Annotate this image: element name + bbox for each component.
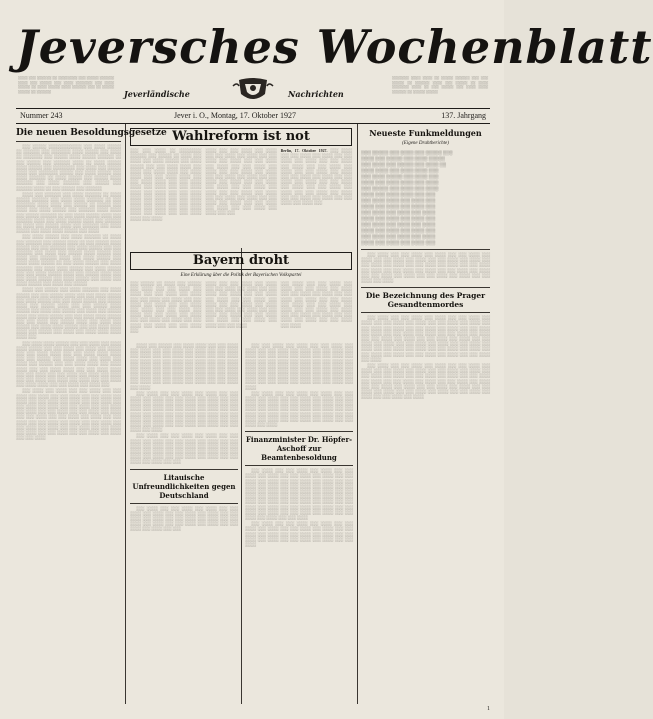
- list-item: ░░░ ░░░░ ░░░ ░░░░ ░░░ ░░░░: [361, 234, 436, 239]
- dateline-bar: [16, 108, 490, 124]
- list-item: ░░░░ ░░░ ░░░░ ░░░ ░░░░ ░░░: [361, 228, 436, 233]
- center-right-column: ░░░ ░░░ ░░░░ ░░░ ░░░░ ░░░ ░░░ ░░░░ ░░░ ░░░░ ░░░ ░░░ ░░░░ ░░░ ░░░░ ░░░ ░░░ ░░░░ ░░░ ░░░░ ░░░ ░░░ ░░░░ ░░░ ░░░░ ░░░ ░░░ ░░░░ ░░░ ░░░░ ░░░ ░░░ ░░░░ ░░░ ░░░░ ░░░ ░░░ ░░░░ ░░░ ░░░░ ░░░ ░░░ ░░░░ ░░░ ░░░░ ░░░ ░░░ ░░░░ ░░░ ░░░░ ░░░ ░░░ ░░░░ ░░░ ░░░░ ░░░ ░░░ ░░░░ ░░░ ░░░░ ░░░ ░░░ ░░░░ ░░░ ░░░░ ░░░ ░░░ ░░░░ ░░░ ░░░░ ░░░ ░░░ ░░░░ ░░░ ░░░░ ░░░ ░░░ ░░░░ ░░░ ░░░░ ░░░ ░░░░ ░░░ ░░░ ░░░░ ░░░ ░░░░ ░░░ ░░░ ░░░░ ░░░ ░░░░ ░░░ ░░░ ░░░░ ░░░ ░░░░ ░░░ ░░░ ░░░░ ░░░ ░░░░ ░░░ ░░░ ░░░░ ░░░ ░░░░ ░░░ ░░░ ░░░░ ░░░ ░░░░ ░░░ ░░░ ░░░░ ░░░ ░░░░ ░░░ ░░░ ░░░░ ░░░ ░░░░ ░░░ ░░░ ░░░░ ░░░ ░░░░ ░░░ ░░░ ░░░░ ░░░ ░░░░ ░░░ ░░░ ░░░░ ░░░ ░░░░ ░░░ ░░░ ░░░░ ░░░ ░░░░ Finanzminister Dr. Höpfer-Aschoff zur Beamtenbesoldung ░░░ ░░░░ ░░░ ░░░ ░░░░ ░░░ ░░░░ ░░░ ░░░ ░░░░ ░░░ ░░░░ ░░░ ░░░ ░░░░ ░░░ ░░░░ ░░░ ░░░ ░░░░ ░░░ ░░░░ ░░░ ░░░ ░░░░ ░░░ ░░░░ ░░░ ░░░ ░░░░ ░░░ ░░░░ ░░░ ░░░ ░░░░ ░░░ ░░░░ ░░░ ░░░ ░░░░ ░░░ ░░░░ ░░░ ░░░ ░░░░ ░░░ ░░░░ ░░░ ░░░ ░░░░ ░░░ ░░░░ ░░░ ░░░ ░░░░ ░░░ ░░░░ ░░░ ░░░ ░░░░ ░░░ ░░░░ ░░░ ░░░ ░░░░ ░░░ ░░░░ ░░░ ░░░ ░░░░ ░░░ ░░░░ ░░░ ░░░ ░░░░ ░░░ ░░░░ ░░░ ░░░ ░░░░ ░░░ ░░░░ ░░░ ░░░ ░░░░ ░░░ ░░░░ ░░░ ░░░ ░░░░ ░░░ ░░░░ ░░░ ░░░ ░░░░ ░░░ ░░░░ ░░░ ░░░ ░░░░ ░░░ ░░░░ ░░░ ░░░ ░░░░ ░░░ ░░░░ ░░░ ░░░ ░░░░ ░░░ ░░░░ ░░░ ░░░ ░░░░ ░░░ ░░░░ ░░░ ░░░ ░░░░ ░░░ ░░░░ ░░░ ░░░ ░░░░ ░░░ ░░░░ ░░░ ░░░ ░░░░ ░░░ ░░░░ ░░░ ░░░ ░░░░: [245, 344, 353, 548]
- masthead-left-notice: ░░░░ ░░░ ░░░░░░ ░░ ░░░░░░░░ ░░░ ░░░░░ ░░░░░░ ░░░░ ░░░ ░░░░░ ░░░ ░░░░ ░░░░░░░ ░░░ ░░░░ ░░░░░ ░░ ░░░░ ░░░░░ ░░░░ ░░░░░░ ░░░ ░░ ░░░░░ ░░░░░ ░░ ░░░░░░: [18, 76, 114, 94]
- list-item: ░░░░ ░░░ ░░░░░ ░░░ ░░░░ ░░░░░: [361, 156, 445, 161]
- list-item: ░░░ ░░░░░ ░░░ ░░░░ ░░░ ░░░░░ ░░░: [361, 150, 453, 155]
- list-item: ░░░░ ░░░ ░░░░ ░░░░ ░░░ ░░░░: [361, 180, 439, 185]
- main-article: Wahlreform ist not ░░░ ░░░ ░░░░ ░░ ░░░░░░░░ ░░░░░░ ░░░ ░░░░░ ░░ ░░░░ ░░░ ░░░░ ░░░ ░░░░ ░░░░░ ░░░ ░░░░ ░░░░░ ░░░ ░░░ ░░░░ ░░░░ ░░░ ░░░░ ░░░ ░░░░ ░░░░ ░░░ ░░░░ ░░░░ ░░░ ░░░ ░░░░ ░░░░ ░░░ ░░░ ░░░░ ░░░░ ░░░ ░░░ ░░░░ ░░░░ ░░░ ░░░░ ░░░ ░░░ ░░░░ ░░░░ ░░░ ░░░░ ░░░ ░░░ ░░░░ ░░░░ ░░░ ░░░░ ░░░ ░░░ ░░░░ ░░░░ ░░░ ░░░░ ░░░ ░░░ ░░░░ ░░░░ ░░░ ░░░░ ░░░ ░░░ ░░░░ ░░░░ ░░░ ░░░░ ░░░ ░░░ ░░░░ ░░░░ ░░░ ░░░░ ░░░░ ░░░ ░░░ ░░░░ ░░░ ░░░░ ░░░ ░░░ ░░░░ ░░░ ░░░░ ░░░ ░░░ ░░░░ ░░░ ░░░░ ░░░ ░░░ ░░░░ ░░░ ░░░░ ░░░ ░░░ ░░░░ ░░░ ░░░░ ░░░ ░░░ ░░░░ ░░░ ░░░░ ░░░ ░░░ ░░░░ ░░░ ░░░░ ░░░ ░░░ ░░░░ ░░░ ░░░░ ░░░ ░░░ ░░░░ ░░░ ░░░░ ░░░ ░░░ ░░░░ ░░░ ░░░░ ░░░ ░░░ ░░░░ ░░░ ░░░░ ░░░ ░░░ ░░░░ ░░░ ░░░░ ░░░ ░░░ ░░░░ ░░░ ░░░░ ░░░ ░░░ ░░░░ ░░░ ░░░░ ░░░ ░░░ ░░░░ ░░░ ░░░░ ░░░ ░░░ Berlin, 17. Oktober 1927. ░░░ ░░░░ ░░░ ░░░ ░░░░ ░░░ ░░░░ ░░░ ░░░ ░░░░ ░░░ ░░░░ ░░░ ░░░ ░░░░ ░░░ ░░░░ ░░░ ░░░ ░░░░ ░░░ ░░░░ ░░░ ░░░ ░░░░ ░░░ ░░░░ ░░░ ░░░ ░░░░ ░░░ ░░░░ ░░░ ░░░ ░░░░ ░░░ ░░░░ ░░░ ░░░ ░░░░ ░░░ ░░░░ ░░░ ░░░ ░░░░ ░░░ ░░░░ ░░░ ░░░ ░░░░ ░░░ ░░░░ ░░░ ░░░ ░░░░ ░░░ ░░░░ ░░░ ░░░ ░░░░ ░░░ ░░░░ ░░░: [130, 129, 352, 221]
- masthead-left-subtitle: Jeverländische: [124, 89, 190, 99]
- headline-besoldung: Die neuen Besoldungsgesetze: [16, 128, 167, 138]
- right-column: Neueste Funkmeldungen (Eigene Drahtberichte) ░░░ ░░░░░ ░░░ ░░░░ ░░░ ░░░░░ ░░░ ░░░░ ░░░ ░░░░░ ░░░ ░░░░ ░░░░░ ░░░ ░░░░ ░░░ ░░░░░ ░░░ ░░░░ ░░ ░░░░ ░░░░ ░░░ ░░░░ ░░░░ ░░░ ░░░ ░░░░ ░░░░░ ░░░ ░░░░ ░░░ ░░░░ ░░░ ░░░░ ░░░░ ░░░ ░░░░ ░░░ ░░░░░ ░░░ ░░░░ ░░░ ░░░░ ░░░░ ░░░ ░░░░ ░░░░ ░░░ ░░░ ░░░ ░░░░ ░░░░ ░░░ ░░░░ ░░░ ░░░░ ░░░ ░░░░ ░░░ ░░░░ ░░░ ░░░ ░░░░ ░░░ ░░░░ ░░░ ░░░░ ░░░░ ░░░ ░░░░ ░░░ ░░░░ ░░░ ░░░ ░░░░ ░░░ ░░░░ ░░░ ░░░░ ░░░░ ░░░ ░░░░ ░░░ ░░░░ ░░░ ░░░ ░░░░ ░░░ ░░░░ ░░░ ░░░░ ░░░░ ░░░ ░░░░ ░░░ ░░░░ ░░░ ░░░ ░░░░ ░░░ ░░░ ░░░░ ░░░ ░░░░ ░░░ ░░░ ░░░░ ░░░ ░░░░ ░░░ ░░░ ░░░░ ░░░ ░░░░ ░░░ ░░░ ░░░░ ░░░ ░░░░ ░░░ ░░░ ░░░░ ░░░ ░░░░ ░░░ ░░░ ░░░░ ░░░ ░░░░ ░░░ ░░░ ░░░░ ░░░ ░░░░ ░░░ ░░░ ░░░░ ░░░ ░░░░ ░░░ ░░░ ░░░░ ░░░ ░░░░ ░░░ ░░░ ░░░░ ░░░ ░░░░ ░░░ ░░░ ░░░░ ░░░ ░░░░ ░░░ ░░░ ░░░░ ░░░ ░░░░ Die Bezeichnung des Prager Gesandtenmordes ░░░ ░░░░ ░░░ ░░░ ░░░░ ░░░ ░░░░ ░░░ ░░░ ░░░░ ░░░ ░░░░ ░░░ ░░░ ░░░░ ░░░ ░░░░ ░░░ ░░░ ░░░░ ░░░ ░░░░ ░░░ ░░░ ░░░░ ░░░ ░░░░ ░░░ ░░░ ░░░░ ░░░ ░░░░ ░░░ ░░░ ░░░░ ░░░ ░░░░ ░░░ ░░░ ░░░░ ░░░ ░░░░ ░░░ ░░░ ░░░░ ░░░ ░░░░ ░░░ ░░░ ░░░░ ░░░ ░░░░ ░░░ ░░░ ░░░░ ░░░ ░░░░ ░░░ ░░░ ░░░░ ░░░ ░░░░ ░░░ ░░░ ░░░░ ░░░ ░░░░ ░░░ ░░░ ░░░░ ░░░ ░░░░ ░░░ ░░░ ░░░░ ░░░ ░░░░ ░░░ ░░░ ░░░░ ░░░ ░░░░ ░░░ ░░░ ░░░░ ░░░ ░░░░ ░░░ ░░░ ░░░░ ░░░ ░░░░ ░░░ ░░░ ░░░░ ░░░ ░░░░ ░░░ ░░░░ ░░░ ░░░ ░░░░ ░░░ ░░░░ ░░░ ░░░ ░░░░ ░░░ ░░░░ ░░░ ░░░ ░░░░ ░░░ ░░░░ ░░░ ░░░ ░░░░ ░░░ ░░░░ ░░░ ░░░ ░░░░ ░░░ ░░░░ ░░░ ░░░ ░░░░ ░░░ ░░░░ ░░░ ░░░ ░░░░ ░░░ ░░░░ ░░░ ░░░ ░░░░ ░░░ ░░░░ ░░░ ░░░ ░░░░ ░░░ ░░░░ ░░░ ░░░ ░░░░ ░░░ ░░░░ ░░░ ░░░ ░░░░ ░░░ ░░░░ ░░░ ░░░ ░░░░ ░░░ ░░░░ ░░░ ░░░ ░░░░ ░░░ ░░░░ ░░░ ░░░ ░░░░ ░░░ ░░░░ ░░░ ░░░ ░░░░ ░░░ ░░░░: [361, 128, 490, 400]
- issue-place-date: Jever i. O., Montag, 17. Oktober 1927: [174, 111, 296, 120]
- main-article-dateline: Berlin, 17. Oktober 1927.: [280, 149, 328, 153]
- headline-bayern-droht: Bayern droht: [130, 252, 352, 270]
- list-item: ░░░░ ░░░ ░░░░ ░░░░ ░░░ ░░░: [361, 192, 436, 197]
- headline-litauen: Litauische Unfreundlichkeiten gegen Deutschland: [132, 472, 236, 500]
- coat-of-arms-icon: [231, 76, 275, 106]
- headline-wahlreform: Wahlreform ist not: [130, 128, 352, 146]
- masthead: [16, 12, 653, 106]
- list-item: ░░░░ ░░░ ░░░░ ░░░ ░░░░ ░░░: [361, 216, 436, 221]
- newspaper-title: Jeversches Wochenblatt: [16, 20, 653, 74]
- list-item: ░░░ ░░░░ ░░░ ░░░░ ░░░ ░░░░: [361, 210, 436, 215]
- news-briefs-list: [361, 150, 490, 246]
- column-rule: [125, 124, 126, 704]
- headline-funkmeldungen: Neueste Funkmeldungen: [369, 128, 482, 138]
- column-rule: [357, 124, 358, 704]
- issue-year: 137. Jahrgang: [441, 111, 486, 120]
- list-item: ░░░ ░░░░░ ░░░ ░░░░ ░░░ ░░░░: [361, 186, 439, 191]
- left-column: Die neuen Besoldungsgesetze ░░░ ░░░░░ ░░░░░░░░░░░░ ░░░ ░░░░ ░░░░░ ░░ ░░░░░░ ░░░ ░░░░░░░ ░░░░ ░░░░░ ░░░ ░░░░ ░░ ░░░░░░░ ░░░ ░░░░░ ░░░░ ░░░░░ ░░░░░░ ░░ ░░░ ░░░░░ ░░░ ░░░░░░ ░░░░ ░░ ░░░░ ░░░░░ ░░░░ ░░░░░ ░░░ ░░░░░░░░ ░░░ ░░░░ ░░░ ░░░░░ ░░░░ ░░░ ░░░░░░░ ░░░░░ ░░░ ░░░░ ░░░░░ ░░░ ░░░░ ░░░░░░ ░░ ░░░░ ░░░░░ ░░░ ░░░░░ ░░░░ ░░░░░░ ░░░ ░░░░ ░░░░░░ ░░░ ░░░░░ ░░░ ░░░░░░ ░░░░ ░░ ░░░ ░░░░░ ░░░ ░░░░░░ ░░░░ ░░░ ░░░░░░ ░░░ ░░░░ ░░░░░░ ░░ ░░░░ ░░░░░ ░░░░░░ ░░░ ░░░░ ░░░░ ░░░░░░ ░░ ░░░ ░░░░░░░ ░░░░ ░░░░ ░░░ ░░░░░ ░░ ░░░░░ ░░░ ░░░░ ░░░ ░░░░ ░░░░░ ░░░ ░░░░░░ ░░░░ ░░░░ ░░░ ░░░░░ ░░░░░░ ░░ ░░░ ░░░░ ░░░░░ ░░░░ ░░░ ░░░░░░ ░░░░ ░░░ ░░░░ ░░░░░ ░░░░ ░░░ ░░░░░░ ░░ ░░░░ ░░░ ░░░░░ ░░░░ ░░░ ░░░░░░ ░░░ ░░░░ ░░░░░ ░░░ ░░░░ ░░░░ ░░░░░ ░░░ ░░░░ ░░░ ░░░░ ░░░░░ ░░░ ░░░░ ░░░░░░ ░░ ░░░░ ░░░ ░░░░░░ ░░░ ░░░░░ ░░░░ ░░ ░░░ ░░░░░ ░░░░ ░░░░░ ░░░ ░░░ ░░░░░░ ░░░ ░░░░ ░░░░░ ░░░ ░░░ ░░░░░░ ░░░ ░░░░ ░░░ ░░░░░ ░░░░ ░░░░░ ░░░ ░░░░ ░░░ ░░░░░░ ░░░░ ░░░ ░░░░ ░░░░░ ░░░ ░░░░ ░░░░ ░░░░░ ░░ ░░░ ░░░░ ░░░░░ ░░░ ░░░░ ░░░░░░ ░░░ ░░░░ ░░░░ ░░░░░ ░░░ ░░░░ ░░░░░ ░░░ ░░░ ░░░░ ░░░░░ ░░░░ ░░░ ░░░░░ ░░░░ ░░░ ░░░ ░░░░ ░░░░░ ░░░ ░░░░ ░░░░░ ░░░ ░░░░ ░░░ ░░░░ ░░░░░ ░░░ ░░░░ ░░░ ░░░░░ ░░░░ ░░░ ░░░░░ ░░░ ░░░░ ░░░░░░ ░░░ ░░░░ ░░░░░ ░░░ ░░░ ░░░░░ ░░░░ ░░░ ░░░ ░░░░ ░░░░░ ░░░ ░░░░ ░░░░░ ░░░ ░░░ ░░░░ ░░░░░ ░░░ ░░░░░ ░░░░ ░░░ ░░░░░ ░░░░ ░░░ ░░░ ░░░░░ ░░░░ ░░░░░ ░░░ ░░░░ ░░░ ░░░░░ ░░░ ░░░░ ░░░ ░░░░░ ░░░░ ░░░ ░░░░ ░░░░░ ░░░ ░░░ ░░░░ ░░░░ ░░░░░ ░░░ ░░░ ░░░░ ░░░ ░░░░░ ░░░░ ░░░ ░░░░ ░░░ ░░░░░ ░░░ ░░░░ ░░░░ ░░░░░ ░░░ ░░░ ░░░░ ░░░░ ░░░░ ░░░ ░░░░░ ░░░ ░░░░ ░░░ ░░░░ ░░░░ ░░░░ ░░░░ ░░░ ░░░ ░░░░ ░░░░ ░░░░░ ░░░ ░░░ ░░░░ ░░░ ░░░░ ░░░░ ░░░░░ ░░░ ░░░ ░░░░ ░░░ ░░░░ ░░░ ░░░░░ ░░░ ░░░ ░░░░ ░░░░ ░░░ ░░░ ░░░░ ░░░░ ░░░░ ░░░ ░░░ ░░░░░ ░░░ ░░░░ ░░░░ ░░░ ░░░░ ░░░ ░░░░ ░░░ ░░░░░ ░░░ ░░░ ░░░░ ░░░░ ░░░ ░░░░ ░░░░ ░░░ ░░░ ░░░░ ░░░░ ░░░ ░░░ ░░░░ ░░░░ ░░░ ░░░ ░░░░ ░░░ ░░░ ░░░░ ░░░ ░░░░ ░░░ ░░░░ ░░░ ░░░ ░░░░ ░░░ ░░░░ ░░░ ░░░░ ░░░ ░░░ ░░░░ ░░░ ░░░░ ░░░░ ░░░ ░░░ ░░░░ ░░░ ░░░░ ░░░ ░░░ ░░░░ ░░░ ░░░░ ░░░ ░░░ ░░░░ ░░░ ░░░ ░░░░ ░░░ ░░░░ ░░░ ░░░ ░░░░ ░░░ ░░░ ░░░░ ░░░ ░░░░ ░░░ ░░░ ░░░░ ░░░ ░░░░ ░░░ ░░░ ░░░░ ░░░ ░░░ ░░░░ ░░░ ░░░░ ░░░ ░░░ ░░░░ ░░░ ░░░ ░░░░ ░░░ ░░░░ ░░░ ░░░ ░░░░ ░░░ ░░░ ░░░░ ░░░ ░░░░ ░░░ ░░░ ░░░░ ░░░ ░░░ ░░░░ ░░░ ░░░░ ░░░ ░░░ ░░░░ ░░░ ░░░ ░░░░ ░░░ ░░░░ ░░░ ░░░ ░░░░ ░░░ ░░░ ░░░░ ░░░ ░░░░ ░░░ ░░░ ░░░░ ░░░ ░░░ ░░░░ ░░░ ░░░░ ░░░ ░░░ ░░░░ ░░░ ░░░ ░░░░ ░░░ ░░░░ ░░░ ░░░ ░░░░: [16, 128, 167, 441]
- list-item: ░░░ ░░░░ ░░░ ░░░░░ ░░░ ░░░░ ░░: [361, 162, 447, 167]
- list-item: ░░░░ ░░░░ ░░░ ░░░░ ░░░░ ░░░: [361, 168, 439, 173]
- list-item: ░░░░ ░░░ ░░░░ ░░░ ░░░░ ░░░: [361, 240, 436, 245]
- list-item: ░░░ ░░░░ ░░░░░ ░░░ ░░░░ ░░░: [361, 174, 439, 179]
- issue-number: Nummer 243: [20, 111, 63, 120]
- list-item: ░░░ ░░░░ ░░░░ ░░░ ░░░░ ░░░: [361, 198, 436, 203]
- masthead-right-subtitle: Nachrichten: [288, 89, 344, 99]
- headline-prager-gesandtenmord: Die Bezeichnung des Prager Gesandtenmordes: [365, 291, 486, 310]
- headline-finanzminister: Finanzminister Dr. Höpfer-Aschoff zur Beamtenbesoldung: [245, 435, 353, 463]
- page-number: 1: [487, 706, 490, 712]
- list-item: ░░░ ░░░░ ░░░ ░░░░ ░░░ ░░░░: [361, 222, 436, 227]
- subheadline-bayern: Eine Erklärung über die Politik der Bayerischen Volkspartei: [180, 273, 302, 278]
- list-item: ░░░░ ░░░ ░░░░ ░░░ ░░░░ ░░░: [361, 204, 436, 209]
- masthead-right-notice: ░░░░░░░ ░░░░ ░░░░ ░░ ░░░░░ ░░░░░░ ░░░ ░░░ ░░░░░ ░░ ░░░░░░ ░░░░ ░░░ ░░░░░ ░░ ░░░░ ░░░░░░░ ░░░░ ░░ ░░░ ░░░░░ ░░░ ░░░░ ░░░░ ░░░░░░ ░░ ░░░░░ ░░░░░: [392, 76, 488, 94]
- article-text: ░░░ ░░░░░ ░░░░░░░░░░░░ ░░░ ░░░░ ░░░░░ ░░ ░░░░░░ ░░░ ░░░░░░░ ░░░░ ░░░░░ ░░░ ░░░░ ░░ ░░░░░░░ ░░░ ░░░░░ ░░░░ ░░░░░ ░░░░░░ ░░ ░░░ ░░░░░ ░░░ ░░░░░░ ░░░░ ░░ ░░░░ ░░░░░ ░░░░ ░░░░░ ░░░ ░░░░░░░░ ░░░ ░░░░ ░░░ ░░░░░ ░░░░ ░░░ ░░░░░░░ ░░░░░ ░░░ ░░░░ ░░░░░ ░░░ ░░░░ ░░░░░░ ░░ ░░░░ ░░░░░ ░░░ ░░░░░ ░░░░ ░░░░░░ ░░░ ░░░░ ░░░░░░ ░░░ ░░░░░ ░░░ ░░░░░░ ░░░░ ░░ ░░░ ░░░░░ ░░░ ░░░░░░: [16, 145, 121, 191]
- center-left-column: ░░░░ ░░░ ░░░░░ ░░░ ░░░░ ░░░░ ░░░ ░░░ ░░░░ ░░░ ░░░░ ░░░ ░░░ ░░░░ ░░░ ░░░░ ░░░ ░░░ ░░░░ ░░░ ░░░░ ░░░ ░░░ ░░░░ ░░░ ░░░░ ░░░ ░░░ ░░░░ ░░░ ░░░░ ░░░ ░░░ ░░░░ ░░░ ░░░░ ░░░ ░░░ ░░░░ ░░░ ░░░░ ░░░ ░░░ ░░░░ ░░░ ░░░░ ░░░ ░░░ ░░░░ ░░░ ░░░░ ░░░ ░░░ ░░░░ ░░░ ░░░░ ░░░ ░░░ ░░░░ ░░░ ░░░░ ░░░ ░░░ ░░░░ ░░░ ░░░░ ░░░ ░░░ ░░░░ ░░░ ░░░░ ░░░ ░░░ ░░░░ ░░░ ░░░░ ░░░ ░░░ ░░░░ ░░░ ░░░░ ░░░ ░░░░ ░░░ ░░░ ░░░░ ░░░ ░░░░ ░░░ ░░░ ░░░░ ░░░ ░░░░ ░░░ ░░░ ░░░░ ░░░ ░░░░ ░░░ ░░░ ░░░░ ░░░ ░░░░ ░░░ ░░░ ░░░░ ░░░ ░░░░ ░░░ ░░░ ░░░░ ░░░ ░░░░ ░░░ ░░░ ░░░░ ░░░ ░░░░ ░░░ ░░░ ░░░░ ░░░ ░░░░ ░░░ ░░░ ░░░░ ░░░ ░░░░ ░░░ ░░░ ░░░░ ░░░ ░░░░ ░░░ ░░░ ░░░░ ░░░ ░░░░ ░░░ ░░░ ░░░░ ░░░ ░░░░ ░░░ ░░░ ░░░░ ░░░ ░░░░ ░░░ ░░░ ░░░░ ░░░ ░░░░ ░░░ ░░░░ ░░░ ░░░ ░░░░ ░░░ ░░░░ ░░░ ░░░ ░░░░ ░░░ ░░░░ ░░░ ░░░ ░░░░ ░░░ ░░░░ ░░░ ░░░ ░░░░ ░░░ ░░░░ ░░░ ░░░ ░░░░ ░░░ ░░░░ ░░░ ░░░ ░░░░ ░░░ ░░░░ ░░░ ░░░ ░░░░ ░░░ ░░░░ ░░░ ░░░ ░░░░ ░░░ ░░░░ ░░░ ░░░ ░░░░ ░░░ ░░░░ ░░░ ░░░ ░░░░ ░░░ ░░░░ ░░░ ░░░ Litauische Unfreundlichkeiten gegen Deutschland ░░░ ░░░░ ░░░ ░░░ ░░░░ ░░░ ░░░░ ░░░ ░░░ ░░░░ ░░░ ░░░░ ░░░ ░░░ ░░░░ ░░░ ░░░░ ░░░ ░░░ ░░░░ ░░░ ░░░░ ░░░ ░░░ ░░░░ ░░░ ░░░░ ░░░ ░░░ ░░░░ ░░░ ░░░░ ░░░ ░░░ ░░░░ ░░░ ░░░░ ░░░ ░░░ ░░░░ ░░░ ░░░░ ░░░ ░░░: [130, 344, 238, 532]
- bavaria-article: Bayern droht Eine Erklärung über die Politik der Bayerischen Volkspartei ░░░ ░░░░░ ░░ ░░░░ ░░░ ░░░░░ ░░░ ░░░░ ░░░ ░░░ ░░░░ ░░░ ░░░░ ░░░ ░░░ ░░░░ ░░░ ░░░░ ░░░ ░░░ ░░░░ ░░░ ░░░░ ░░░ ░░░ ░░░░ ░░░ ░░░░ ░░░ ░░░ ░░░░ ░░░ ░░░░ ░░░ ░░░ ░░░░ ░░░ ░░░░ ░░░ ░░░ ░░░░ ░░░ ░░░░ ░░░ ░░░ ░░░░ ░░░ ░░░░ ░░░ ░░░ ░░░░ ░░░ ░░░░ ░░░ ░░░ ░░░░ ░░░ ░░░░ ░░░ ░░░ ░░░░ ░░░ ░░░░ ░░░ ░░░ ░░░░ ░░░ ░░░░ ░░░ ░░░ ░░░░ ░░░ ░░░░ ░░░ ░░░ ░░░░ ░░░ ░░░░ ░░░ ░░░ ░░░░ ░░░ ░░░░ ░░░ ░░░ ░░░░ ░░░ ░░░░ ░░░ ░░░ ░░░░ ░░░ ░░░░ ░░░ ░░░ ░░░░ ░░░ ░░░░ ░░░ ░░░ ░░░░ ░░░ ░░░░ ░░░ ░░░ ░░░░ ░░░ ░░░░ ░░░ ░░░ ░░░░ ░░░ ░░░░ ░░░ ░░░ ░░░░ ░░░ ░░░░ ░░░ ░░░ ░░░░ ░░░ ░░░░ ░░░ ░░░ ░░░░ ░░░ ░░░░ ░░░ ░░░ ░░░░ ░░░ ░░░░ ░░░ ░░░ ░░░░ ░░░ ░░░░ ░░░ ░░░ ░░░░ ░░░ ░░░░ ░░░ ░░░ ░░░░ ░░░ ░░░░ ░░░ ░░░ ░░░░ ░░░ ░░░░ ░░░ ░░░ ░░░░ ░░░ ░░░░ ░░░ ░░░ ░░░░ ░░░ ░░░░: [130, 253, 352, 333]
- subheadline-funkmeldungen: (Eigene Drahtberichte): [402, 141, 449, 146]
